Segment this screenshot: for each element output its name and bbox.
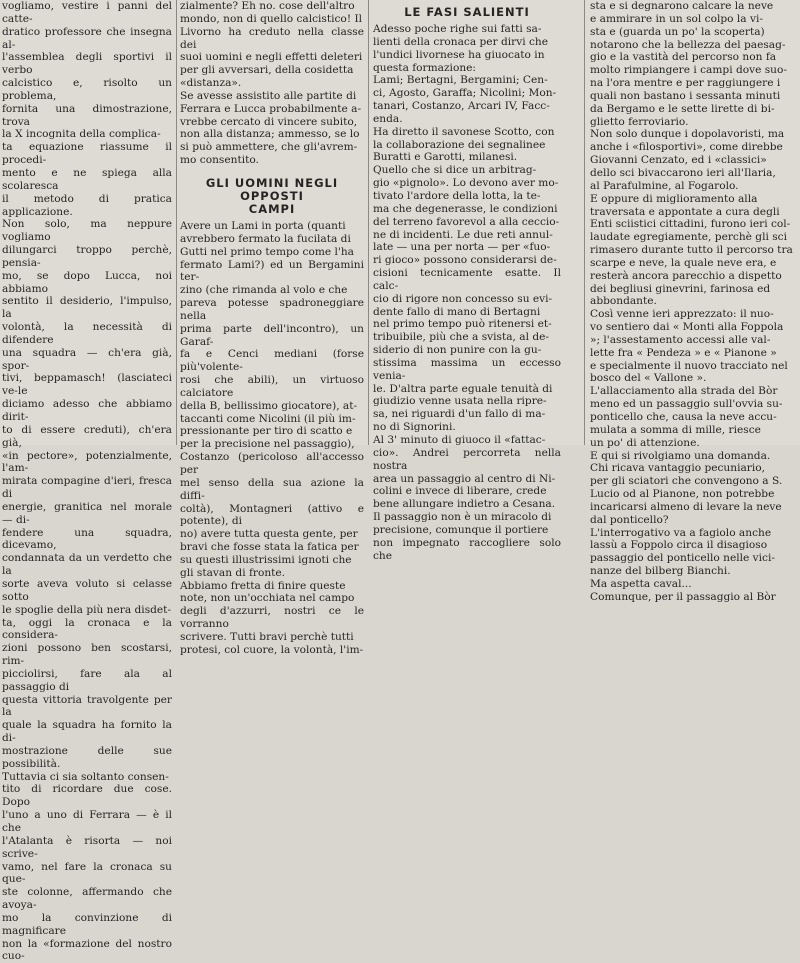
text-line: l'assemblea degli sportivi il verbo: [2, 51, 172, 77]
text-line: questa formazione:: [373, 61, 476, 74]
text-line: Tuttavia ci sia soltanto consen-: [2, 770, 169, 783]
text-line: area un passaggio al centro di Ni-: [373, 472, 556, 485]
text-line: su questi illustrissimi ignoti che: [180, 553, 352, 566]
text-line: tanari, Costanzo, Arcari IV, Facc-: [373, 100, 550, 113]
text-line: resterà ancora parecchio a dispetto: [590, 269, 782, 282]
text-line: Costanzo (pericoloso all'accesso per: [180, 451, 364, 476]
text-line: si può ammettere, che gli'avrem-: [180, 141, 358, 154]
article-column-1: [2, 0, 172, 963]
text-line: rosi che abili), un virtuoso calciatore: [180, 374, 364, 399]
text-line: glietto ferroviario.: [590, 115, 689, 128]
text-line: Così venne ieri apprezzato: il nuo-: [590, 308, 774, 321]
text-line: vogliamo, vestire i panni del catte-: [2, 0, 172, 25]
text-line: Il passaggio non è un miracolo di: [373, 511, 552, 524]
text-line: colini e invece di liberare, crede: [373, 485, 547, 498]
text-line: non impegnato raccogliere solo che: [373, 536, 561, 562]
text-line: Avere un Lami in porta (quanti: [180, 219, 346, 232]
text-line: siderio di non punire con la gu-: [373, 344, 542, 357]
text-line: dal ponticello?: [590, 513, 669, 526]
text-line: sentito il desiderio, l'impulso, la: [2, 295, 172, 321]
text-line: quale la squadra ha fornito la di-: [2, 719, 172, 745]
text-line: Non solo, ma neppure vogliamo: [2, 218, 172, 244]
text-line: Abbiamo fretta di finire queste: [180, 579, 346, 592]
text-line: lassù a Foppolo circa il disagioso: [590, 539, 768, 552]
text-line: meno ed un passaggio sull'ovvia su-: [590, 398, 783, 411]
text-line: L'interrogativo va a fagiolo anche: [590, 526, 772, 539]
article-column-3: [373, 0, 561, 562]
text-line: ta, oggi la cronaca e la considera-: [2, 616, 172, 642]
text-line: condannata da un verdetto che la: [2, 552, 172, 578]
text-line: tito di ricordare due cose. Dopo: [2, 783, 172, 809]
text-line: dente fallo di mano di Bertagni: [373, 305, 541, 318]
text-line: traversata e appontate a cura degli: [590, 205, 780, 218]
text-line: bene allungare indietro a Cesana.: [373, 498, 556, 511]
text-line: tivato l'ardore della lotta, la te-: [373, 189, 541, 202]
text-line: della B, bellissimo giocatore), at-: [180, 399, 358, 412]
text-line: protesi, col cuore, la volontà, l'im-: [180, 643, 364, 656]
text-line: tivi, beppamasch! (lasciateci ve-le: [2, 372, 172, 398]
text-line: gli stavan di fronte.: [180, 566, 286, 579]
text-line: molto rimpiangere i campi dove suo-: [590, 64, 787, 77]
text-line: picciolirsi, fare ala al passaggio di: [2, 667, 172, 693]
text-line: Al 3' minuto di giuoco il «fattac-: [373, 434, 546, 446]
text-line: fornita una dimostrazione, trova: [2, 102, 172, 128]
text-line: e specialmente il nuovo tracciato nel: [590, 359, 788, 372]
text-line: dratico professore che insegna al-: [2, 25, 172, 51]
text-line: la collaborazione dei segnalinee: [373, 138, 546, 151]
text-line: tribuibile, più che a svista, al de-: [373, 331, 549, 344]
text-line: L'allacciamento alla strada del Bòr: [590, 385, 778, 398]
text-line: fendere una squadra, dicevamo,: [2, 526, 172, 552]
text-line: »; l'assestamento accessi alle val-: [590, 333, 771, 346]
text-line: da Bergamo e le sette lirette di bi-: [590, 102, 775, 115]
text-line: ma che degenerasse, le condizioni: [373, 202, 558, 215]
text-line: ta equazione riassume il procedi-: [2, 141, 172, 167]
text-line: Non solo dunque i dopolavoristi, ma: [590, 128, 785, 141]
section-heading-phases: LE FASI SALIENTI: [404, 5, 530, 19]
text-line: non alla distanza; ammesso, se lo: [180, 128, 360, 141]
text-line: diciamo adesso che abbiamo dirit-: [2, 398, 172, 423]
text-line: ci, Agosto, Garaffa; Nicolini; Mon-: [373, 87, 557, 100]
text-line: Ferrara e Lucca probabilmente a-: [180, 102, 362, 115]
text-line: precisione, comunque il portiere: [373, 523, 549, 536]
text-line: Lami; Bertagni, Bergamini; Cen-: [373, 74, 548, 87]
text-line: mo, se dopo Lucca, noi abbiamo: [2, 269, 172, 295]
text-line: rimasero durante tutto il percorso tra: [590, 244, 793, 257]
text-line: volontà, la necessità di difendere: [2, 321, 172, 346]
text-line: Se avesse assistito alle partite di: [180, 89, 357, 102]
text-line: na l'ora mentre e per raggiungere i: [590, 77, 781, 90]
text-line: l'undici livornese ha giuocato in: [373, 48, 545, 61]
text-line: mondo, non di quello calcistico! Il: [180, 12, 363, 25]
text-line: giudizio venne usata nella ripre-: [373, 395, 547, 408]
text-line: pressionante per tiro di scatto e: [180, 425, 353, 438]
text-line: bravi che fosse stata la fatica per: [180, 541, 359, 554]
text-line: incaricarsi almeno di levare la neve: [590, 500, 782, 513]
column-rule: [176, 0, 177, 445]
text-line: gio e la vastità del percorso non fa: [590, 51, 777, 64]
text-line: vo sentiero dai « Monti alla Foppola: [590, 321, 784, 334]
text-line: anche i «filosportivi», come direbbe: [590, 141, 783, 154]
text-line: cio di rigore non concesso su evi-: [373, 292, 553, 305]
text-line: degli d'azzurri, nostri ce le vorranno: [180, 605, 364, 631]
text-line: un po' di attenzione.: [590, 436, 700, 449]
text-line: mel senso della sua azione la diffi-: [180, 476, 364, 502]
text-line: ne di incidenti. Le due reti annul-: [373, 228, 553, 241]
text-line: «in pectore», potenzialmente, l'am-: [2, 449, 172, 475]
text-line: «distanza».: [180, 77, 242, 90]
text-line: abbondante.: [590, 295, 657, 308]
text-line: prima parte dell'incontro), un Garaf-: [180, 322, 364, 348]
column-rule: [368, 0, 369, 445]
text-line: sta e si degnarono calcare la neve: [590, 0, 774, 12]
text-line: laudate egregiamente, perchè gli sci: [590, 231, 787, 244]
text-line: vrebbe cercato di vincere subito,: [180, 115, 358, 128]
text-line: mo consentito.: [180, 154, 259, 167]
text-line: l'Atalanta è risorta — noi scrive-: [2, 834, 172, 860]
text-line: e ammirare in un sol colpo la vi-: [590, 12, 763, 25]
text-line: una squadra — ch'era già, spor-: [2, 346, 172, 372]
text-line: notarono che la bellezza del paesag-: [590, 38, 786, 51]
text-line: zioni possono ben scostarsi, rim-: [2, 642, 172, 668]
text-line: Ma aspetta caval...: [590, 577, 692, 590]
text-line: cio». Andrei percorreta nella nostra: [373, 446, 561, 472]
text-line: Quello che si dice un arbitrag-: [373, 164, 537, 177]
text-line: dello sci bivaccarono ieri all'Ilaria,: [590, 166, 776, 179]
text-line: enda.: [373, 112, 403, 125]
text-line: per la precisione nel passaggio),: [180, 438, 355, 451]
text-line: scarpe e neve, la quale neve era, e: [590, 256, 777, 269]
text-line: suoi uomini e negli effetti deleteri: [180, 51, 363, 64]
text-line: gio «pignolo». Lo devono aver mo-: [373, 177, 559, 190]
text-line: ste colonne, affermando che avoya-: [2, 886, 172, 912]
text-line: stissima massima un eccesso venia-: [373, 356, 561, 382]
text-line: Chi ricava vantaggio pecuniario,: [590, 462, 765, 475]
text-line: zialmente? Eh no. cose dell'altro: [180, 0, 355, 12]
article-column-2: [180, 0, 364, 656]
text-line: note, non un'occhiata nel campo: [180, 592, 355, 605]
text-line: dilungarci troppo perchè, pensia-: [2, 244, 172, 269]
text-line: mirata compagine d'ieri, fresca di: [2, 475, 172, 501]
text-line: sta e (guarda un po' la scoperta): [590, 25, 765, 38]
text-line: il metodo di pratica applicazione.: [2, 192, 172, 218]
text-line: bosco del « Vallone ».: [590, 372, 707, 385]
text-line: al Parafulmine, al Fogarolo.: [590, 179, 739, 192]
text-line: fermato Lami?) ed un Bergamini ter-: [180, 258, 364, 284]
column-rule: [584, 0, 585, 445]
text-line: lette fra « Pendeza » e « Pianone »: [590, 346, 777, 359]
text-line: lienti della cronaca per dirvi che: [373, 35, 549, 48]
text-line: coltà), Montagneri (attivo e potente), di: [180, 502, 364, 528]
text-line: Enti sciistici cittadini, furono ieri col-: [590, 218, 791, 231]
text-line: no) avere tutta questa gente, per: [180, 528, 358, 541]
text-line: late — una per norta — per «fuo-: [373, 241, 551, 254]
text-line: Buratti e Garotti, milanesi.: [373, 151, 518, 164]
text-line: Lucio od al Pianone, non potrebbe: [590, 488, 775, 501]
text-line: mento e ne spiega alla scolaresca: [2, 166, 172, 192]
text-line: dei begliusi ginevrini, farinosa ed: [590, 282, 771, 295]
text-line: Giovanni Cenzato, ed i «classici»: [590, 154, 767, 167]
text-line: pareva potesse spadroneggiare nella: [180, 297, 364, 322]
text-line: calcistico e, risolto un problema,: [2, 77, 172, 102]
text-line: Comunque, per il passaggio al Bòr: [590, 590, 776, 603]
text-line: vamo, nel fare la cronaca su que-: [2, 860, 172, 886]
text-line: questa vittoria travolgente per la: [2, 693, 172, 719]
text-line: fa e Cenci mediani (forse più'volente-: [180, 348, 364, 374]
text-line: mostrazione delle sue possibilità.: [2, 744, 172, 770]
text-line: Adesso poche righe sui fatti sa-: [373, 23, 542, 35]
text-line: cisioni tecnicamente esatte. Il calc-: [373, 267, 561, 292]
text-line: Ha diretto il savonese Scotto, con: [373, 125, 555, 138]
text-line: Gutti nel primo tempo come l'ha: [180, 245, 354, 258]
text-line: avrebbero fermato la fucilata di: [180, 232, 351, 245]
text-line: E oppure di miglioramento alla: [590, 192, 758, 205]
text-line: scrivere. Tutti bravi perchè tutti: [180, 630, 354, 643]
text-line: E qui si rivolgiamo una domanda.: [590, 449, 771, 462]
text-line: quali non bastano i sessanta minuti: [590, 89, 781, 102]
article-column-4: [590, 0, 798, 603]
text-line: zino (che rimanda al volo e che: [180, 284, 348, 297]
text-line: le. D'altra parte eguale tenuità di: [373, 382, 553, 395]
text-line: del terreno favorevol a alla ceccio-: [373, 215, 560, 228]
text-line: no di Signorini.: [373, 421, 456, 434]
text-line: la X incognita della complica-: [2, 128, 161, 141]
text-line: per gli avversari, della cosidetta: [180, 64, 354, 77]
text-line: sorte aveva voluto si celasse sotto: [2, 577, 172, 603]
text-line: l'uno a uno di Ferrara — è il che: [2, 809, 172, 834]
text-line: to di essere creduti), ch'era già,: [2, 423, 172, 449]
text-line: mo la convinzione di magnificare: [2, 911, 172, 937]
text-line: sa, nei riguardi d'un fallo di ma-: [373, 408, 546, 421]
section-heading-players: GLI UOMINI NEGLI OPPOSTI CAMPI: [205, 175, 339, 216]
text-line: Livorno ha creduto nella classe dei: [180, 25, 364, 51]
text-line: per gli sciatori che convengono a S.: [590, 475, 783, 488]
text-line: nanze del bilberg Bianchi.: [590, 565, 731, 578]
text-line: le spoglie della più nera disdet-: [2, 603, 172, 616]
text-line: ri gioco» possono considerarsi de-: [373, 254, 557, 267]
text-line: non la «formazione del nostro cuo-: [2, 937, 172, 963]
text-line: taccanti come Nicolini (il più im-: [180, 412, 356, 425]
text-line: passaggio del ponticello nelle vici-: [590, 552, 775, 565]
text-line: mulata a somma di mille, riesce: [590, 423, 761, 436]
text-line: ponticello che, causa la neve accu-: [590, 411, 777, 423]
text-line: nel primo tempo può ritenersi et-: [373, 318, 552, 331]
text-line: energie, granitica nel morale — di-: [2, 500, 172, 526]
